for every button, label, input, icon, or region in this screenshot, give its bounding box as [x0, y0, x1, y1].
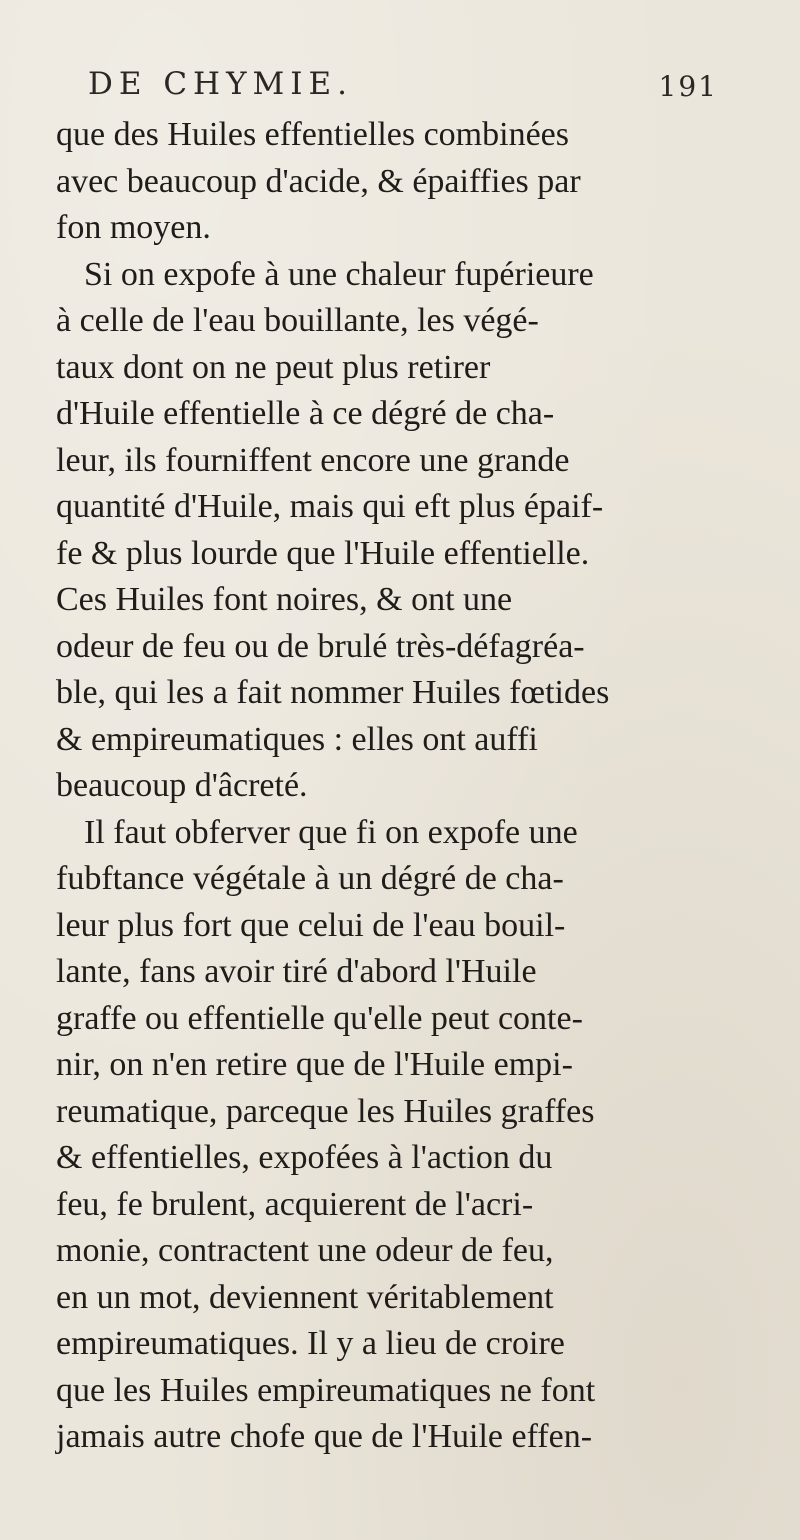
text-line: monie, contractent une odeur de feu, — [56, 1232, 554, 1269]
text-line: ble, qui les a fait nommer Huiles fœtides — [56, 674, 610, 711]
text-line: taux dont on ne peut plus retirer — [56, 348, 491, 386]
text-line: feu, fe brulent, acquierent de l'acri- — [56, 1185, 534, 1223]
text-line: beaucoup d'âcreté. — [56, 767, 308, 804]
text-line: jamais autre chofe que de l'Huile effen- — [56, 1418, 593, 1455]
running-title: DE CHYMIE. — [88, 66, 354, 102]
text-line: Ces Huiles font noires, & ont une — [56, 581, 513, 618]
text-line: empireumatiques. Il y a lieu de croire — [56, 1325, 565, 1362]
text-line: à celle de l'eau bouillante, les végé- — [56, 302, 539, 339]
page-header — [78, 62, 718, 106]
text-line: lante, fans avoir tiré d'abord l'Huile — [56, 953, 537, 990]
text-line: que les Huiles empireumatiques ne font — [56, 1371, 596, 1409]
text-line: que des Huiles effentielles combinées — [56, 116, 569, 153]
text-line: reumatique, parceque les Huiles graffes — [56, 1092, 595, 1130]
text-line: fubftance végétale à un dégré de cha- — [56, 860, 564, 897]
text-line: nir, on n'en retire que de l'Huile empi- — [56, 1046, 573, 1083]
text-line: Si on expofe à une chaleur fupérieure — [84, 255, 594, 293]
text-line: leur, ils fourniffent encore une grande — [56, 441, 570, 479]
text-line: d'Huile effentielle à ce dégré de cha- — [56, 395, 555, 432]
text-line: graffe ou effentielle qu'elle peut conte- — [56, 999, 583, 1037]
text-line: en un mot, deviennent véritablement — [56, 1278, 554, 1316]
text-line: & empireumatiques : elles ont auffi — [56, 720, 538, 758]
text-line: avec beaucoup d'acide, & épaiffies par — [56, 162, 581, 200]
text-line: & effentielles, expofées à l'action du — [56, 1139, 553, 1176]
text-line: quantité d'Huile, mais qui eft plus épaif- — [56, 488, 604, 525]
text-line: Il faut obferver que fi on expofe une — [84, 813, 578, 851]
text-line: fon moyen. — [56, 209, 211, 246]
text-line: odeur de feu ou de brulé très-défagréa- — [56, 627, 585, 665]
text-line: leur plus fort que celui de l'eau bouil- — [56, 906, 566, 944]
page-number: 191 — [658, 70, 718, 103]
text-line: fe & plus lourde que l'Huile effentielle. — [56, 534, 590, 572]
body-text — [56, 112, 776, 1461]
